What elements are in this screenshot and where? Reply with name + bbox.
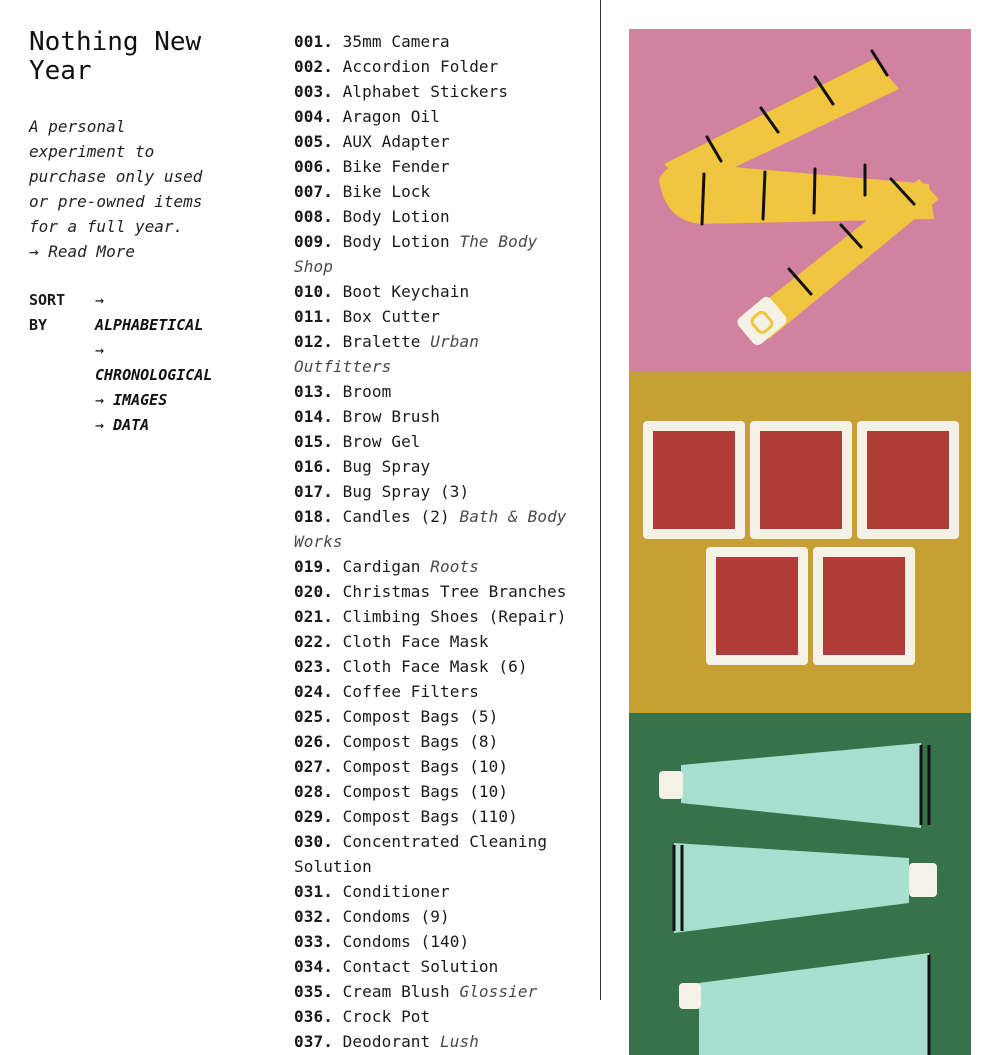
item-number: 037. bbox=[294, 1032, 333, 1051]
item-name: 35mm Camera bbox=[342, 32, 450, 51]
item-name: Cloth Face Mask bbox=[342, 632, 489, 651]
postage-stamps-icon[interactable] bbox=[629, 371, 971, 713]
list-item[interactable] bbox=[294, 329, 584, 379]
item-name: Accordion Folder bbox=[342, 57, 499, 76]
item-name: Contact Solution bbox=[342, 957, 499, 976]
site-tagline bbox=[29, 114, 214, 264]
list-item[interactable] bbox=[294, 579, 584, 604]
site-title[interactable]: Nothing New Year bbox=[29, 27, 202, 86]
item-number: 023. bbox=[294, 657, 333, 676]
list-item[interactable] bbox=[294, 504, 584, 554]
item-number: 019. bbox=[294, 557, 333, 576]
item-number: 024. bbox=[294, 682, 333, 701]
item-name: Aragon Oil bbox=[342, 107, 440, 126]
list-item[interactable] bbox=[294, 229, 584, 279]
item-name: Box Cutter bbox=[342, 307, 440, 326]
item-brand: Roots bbox=[430, 557, 479, 576]
list-item[interactable] bbox=[294, 479, 584, 504]
list-item[interactable] bbox=[294, 304, 584, 329]
item-name: Cream Blush bbox=[342, 982, 450, 1001]
list-item[interactable] bbox=[294, 454, 584, 479]
read-more-link[interactable]: → Read More bbox=[29, 242, 135, 261]
item-brand: Urban Outfitters bbox=[294, 332, 479, 376]
item-name: Compost Bags (5) bbox=[342, 707, 499, 726]
item-number: 018. bbox=[294, 507, 333, 526]
item-list bbox=[294, 29, 584, 1054]
item-number: 001. bbox=[294, 32, 333, 51]
list-item[interactable] bbox=[294, 654, 584, 679]
item-name: Coffee Filters bbox=[342, 682, 479, 701]
item-name: Crock Pot bbox=[342, 1007, 431, 1026]
item-number: 036. bbox=[294, 1007, 333, 1026]
item-name: Bike Fender bbox=[342, 157, 450, 176]
list-item[interactable] bbox=[294, 204, 584, 229]
sort-option-label: ALPHABETICAL bbox=[95, 316, 204, 334]
list-item[interactable] bbox=[294, 954, 584, 979]
item-number: 007. bbox=[294, 182, 333, 201]
sort-option-alphabetical[interactable] bbox=[95, 288, 235, 338]
item-name: Compost Bags (10) bbox=[342, 782, 509, 801]
item-number: 003. bbox=[294, 82, 333, 101]
item-number: 012. bbox=[294, 332, 333, 351]
item-name: Compost Bags (8) bbox=[342, 732, 499, 751]
sort-label-line1: SORT bbox=[29, 291, 66, 309]
item-name: Conditioner bbox=[342, 882, 450, 901]
item-name: Climbing Shoes (Repair) bbox=[342, 607, 567, 626]
sidebar bbox=[29, 27, 269, 434]
item-number: 005. bbox=[294, 132, 333, 151]
list-item[interactable] bbox=[294, 754, 584, 779]
arrow-right-icon: → bbox=[95, 391, 105, 409]
item-brand: Lush bbox=[440, 1032, 479, 1051]
item-number: 027. bbox=[294, 757, 333, 776]
item-name: Compost Bags (10) bbox=[342, 757, 509, 776]
item-name: Cloth Face Mask (6) bbox=[342, 657, 528, 676]
list-item[interactable] bbox=[294, 904, 584, 929]
item-name: Concentrated Cleaning Solution bbox=[294, 832, 548, 876]
item-number: 034. bbox=[294, 957, 333, 976]
item-name: Condoms (9) bbox=[342, 907, 450, 926]
item-number: 002. bbox=[294, 57, 333, 76]
item-name: Condoms (140) bbox=[342, 932, 470, 951]
sort-label bbox=[29, 288, 79, 338]
item-number: 016. bbox=[294, 457, 333, 476]
tagline-text: A personal experiment to purchase only used or pre-owned items for a full year. bbox=[29, 117, 203, 236]
sort-options bbox=[95, 288, 235, 438]
list-item[interactable] bbox=[294, 679, 584, 704]
item-number: 033. bbox=[294, 932, 333, 951]
list-item[interactable] bbox=[294, 554, 584, 579]
item-name: Deodorant bbox=[342, 1032, 431, 1051]
item-number: 032. bbox=[294, 907, 333, 926]
item-number: 031. bbox=[294, 882, 333, 901]
sort-option-data[interactable] bbox=[95, 413, 235, 438]
list-item[interactable] bbox=[294, 804, 584, 829]
column-divider bbox=[600, 0, 601, 1000]
item-name: Bug Spray bbox=[342, 457, 431, 476]
item-number: 020. bbox=[294, 582, 333, 601]
list-item[interactable] bbox=[294, 829, 584, 879]
list-item[interactable] bbox=[294, 729, 584, 754]
item-number: 009. bbox=[294, 232, 333, 251]
item-name: Broom bbox=[342, 382, 392, 401]
item-number: 011. bbox=[294, 307, 333, 326]
item-brand: Glossier bbox=[459, 982, 538, 1001]
list-item[interactable] bbox=[294, 104, 584, 129]
item-brand: Bath & Body Works bbox=[294, 507, 567, 551]
list-item[interactable] bbox=[294, 179, 584, 204]
item-name: AUX Adapter bbox=[342, 132, 450, 151]
sort-option-label: DATA bbox=[113, 416, 150, 434]
item-name: Bike Lock bbox=[342, 182, 431, 201]
item-name: Candles (2) bbox=[342, 507, 450, 526]
item-number: 015. bbox=[294, 432, 333, 451]
list-item[interactable] bbox=[294, 129, 584, 154]
item-number: 030. bbox=[294, 832, 333, 851]
item-name: Compost Bags (110) bbox=[342, 807, 518, 826]
list-item[interactable] bbox=[294, 404, 584, 429]
toothpaste-tubes-icon[interactable] bbox=[629, 713, 971, 1055]
item-number: 006. bbox=[294, 157, 333, 176]
list-item[interactable] bbox=[294, 704, 584, 729]
item-number: 035. bbox=[294, 982, 333, 1001]
item-name: Brow Brush bbox=[342, 407, 440, 426]
list-item[interactable] bbox=[294, 79, 584, 104]
item-number: 014. bbox=[294, 407, 333, 426]
item-name: Bug Spray (3) bbox=[342, 482, 470, 501]
list-item[interactable] bbox=[294, 879, 584, 904]
item-brand: The Body Shop bbox=[294, 232, 538, 276]
list-item[interactable] bbox=[294, 54, 584, 79]
list-item[interactable] bbox=[294, 429, 584, 454]
item-number: 028. bbox=[294, 782, 333, 801]
arrow-right-icon: → bbox=[95, 291, 105, 309]
item-number: 021. bbox=[294, 607, 333, 626]
item-number: 013. bbox=[294, 382, 333, 401]
sort-option-label: CHRONOLOGICAL bbox=[95, 366, 213, 384]
sort-option-label: IMAGES bbox=[113, 391, 168, 409]
item-number: 025. bbox=[294, 707, 333, 726]
list-item[interactable] bbox=[294, 279, 584, 304]
sort-option-chronological[interactable] bbox=[95, 338, 235, 388]
item-name: Cardigan bbox=[342, 557, 421, 576]
item-number: 026. bbox=[294, 732, 333, 751]
item-number: 008. bbox=[294, 207, 333, 226]
arrow-right-icon: → bbox=[95, 416, 105, 434]
item-number: 004. bbox=[294, 107, 333, 126]
item-name: Christmas Tree Branches bbox=[342, 582, 567, 601]
image-column bbox=[629, 29, 971, 1000]
list-item[interactable] bbox=[294, 154, 584, 179]
item-number: 029. bbox=[294, 807, 333, 826]
item-name: Bralette bbox=[342, 332, 421, 351]
list-item[interactable] bbox=[294, 1029, 584, 1054]
list-item[interactable] bbox=[294, 604, 584, 629]
list-item[interactable] bbox=[294, 629, 584, 654]
item-name: Body Lotion bbox=[342, 232, 450, 251]
list-item[interactable] bbox=[294, 929, 584, 954]
item-name: Brow Gel bbox=[342, 432, 421, 451]
list-item[interactable] bbox=[294, 29, 584, 54]
item-name: Boot Keychain bbox=[342, 282, 470, 301]
item-number: 017. bbox=[294, 482, 333, 501]
list-item[interactable] bbox=[294, 979, 584, 1004]
list-item[interactable] bbox=[294, 779, 584, 804]
item-number: 022. bbox=[294, 632, 333, 651]
item-name: Alphabet Stickers bbox=[342, 82, 509, 101]
list-item[interactable] bbox=[294, 379, 584, 404]
measuring-tape-icon[interactable] bbox=[629, 29, 971, 371]
arrow-right-icon: → bbox=[95, 341, 105, 359]
item-name: Body Lotion bbox=[342, 207, 450, 226]
sort-label-line2: BY bbox=[29, 316, 48, 334]
list-item[interactable] bbox=[294, 1004, 584, 1029]
item-number: 010. bbox=[294, 282, 333, 301]
sort-option-images[interactable] bbox=[95, 388, 235, 413]
